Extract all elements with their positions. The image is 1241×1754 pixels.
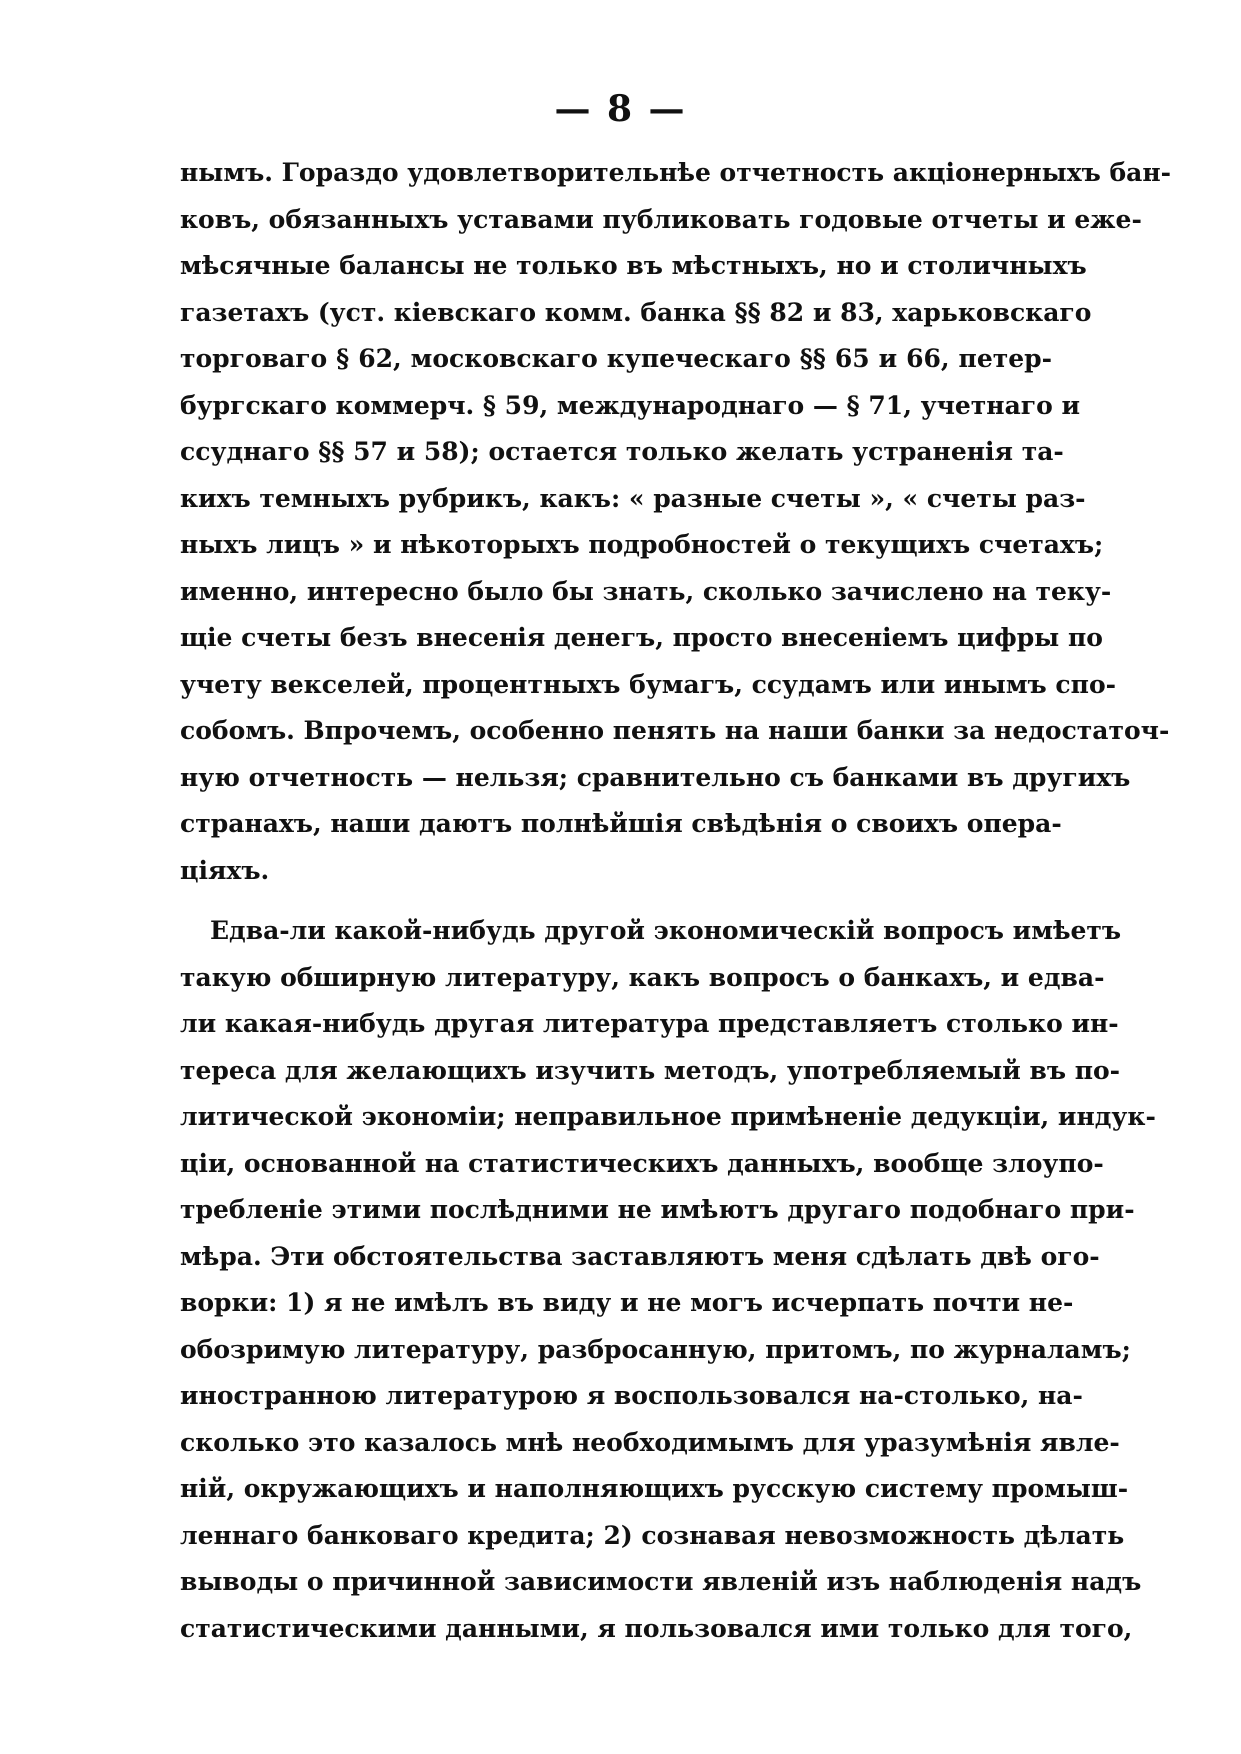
text-line: нымъ. Гораздо удовлетворительнѣе отчетность акціонерныхъ бан- [180,158,1172,187]
text-line: тереса для желающихъ изучить методъ, употребляемый въ по- [180,1055,1121,1085]
text-line: ную отчетность — нельзя; сравнительно съ банками въ другихъ [180,762,1131,792]
text-line: ціи, основанной на статистическихъ данныхъ, вообще злоупо- [180,1148,1104,1178]
text-line: литической экономіи; неправильное примѣненіе дедукціи, индук- [180,1102,1156,1131]
text-line: мѣра. Эти обстоятельства заставляютъ меня сдѣлать двѣ ого- [180,1241,1100,1271]
text-line: иностранною литературою я воспользовался на-столько, на- [180,1381,1083,1410]
text-line: мѣсячные балансы не только въ мѣстныхъ, но и столичныхъ [180,251,1087,280]
text-line: учету векселей, процентныхъ бумагъ, ссудамъ или инымъ спо- [180,669,1116,699]
text-line: именно, интересно было бы знать, сколько зачислено на теку- [180,576,1112,606]
text-line: ныхъ лицъ » и нѣкоторыхъ подробностей о текущихъ счетахъ; [180,530,1104,559]
text-line: такую обширную литературу, какъ вопросъ о банкахъ, и едва- [180,962,1105,992]
text-line: статистическими данными, я пользовался ими только для того, [180,1613,1133,1643]
body-text [180,150,1172,1652]
text-line: выводы о причинной зависимости явленій изъ наблюденія надъ [180,1567,1142,1596]
text-line: ній, окружающихъ и наполняющихъ русскую систему промыш- [180,1474,1129,1503]
text-line: ссуднаго §§ 57 и 58); остается только желать устраненія та- [180,437,1064,466]
text-line: ковъ, обязанныхъ уставами публиковать годовые отчеты и еже- [180,204,1142,234]
text-line: кихъ темныхъ рубрикъ, какъ: « разные счеты », « счеты раз- [180,483,1086,513]
text-line: требленіе этими послѣдними не имѣютъ другаго подобнаго при- [180,1195,1135,1224]
text-line: собомъ. Впрочемъ, особенно пенять на наши банки за недостаточ- [180,716,1170,745]
text-line: газетахъ (уст. кіевскаго комм. банка §§ 82 и 83, харьковскаго [180,297,1092,327]
text-line: обозримую литературу, разбросанную, притомъ, по журналамъ; [180,1334,1131,1364]
text-line: щіе счеты безъ внесенія денегъ, просто внесеніемъ цифры по [180,623,1103,652]
text-line: ціяхъ. [180,855,270,885]
text-line: Едва-ли какой-нибудь другой экономическій вопросъ имѣетъ [210,916,1122,945]
text-line: бургскаго коммерч. § 59, международнаго — § 71, учетнаго и [180,390,1081,420]
text-line: торговаго § 62, московскаго купеческаго §§ 65 и 66, петер- [180,344,1052,373]
text-line: странахъ, наши даютъ полнѣйшія свѣдѣнія о своихъ опера- [180,809,1062,838]
paragraph-2 [180,908,1156,1652]
text-line: ворки: 1) я не имѣлъ въ виду и не могъ исчерпать почти не- [180,1288,1074,1317]
text-line: леннаго банковаго кредита; 2) сознавая невозможность дѣлать [180,1520,1125,1550]
page-number: — 8 — [554,88,687,130]
paragraph-gap [180,894,1052,908]
text-line: ли какая-нибудь другая литература представляетъ столько ин- [180,1009,1119,1038]
text-line: сколько это казалось мнѣ необходимымъ для уразумѣнія явле- [180,1427,1120,1457]
paragraph-1 [180,150,1172,894]
